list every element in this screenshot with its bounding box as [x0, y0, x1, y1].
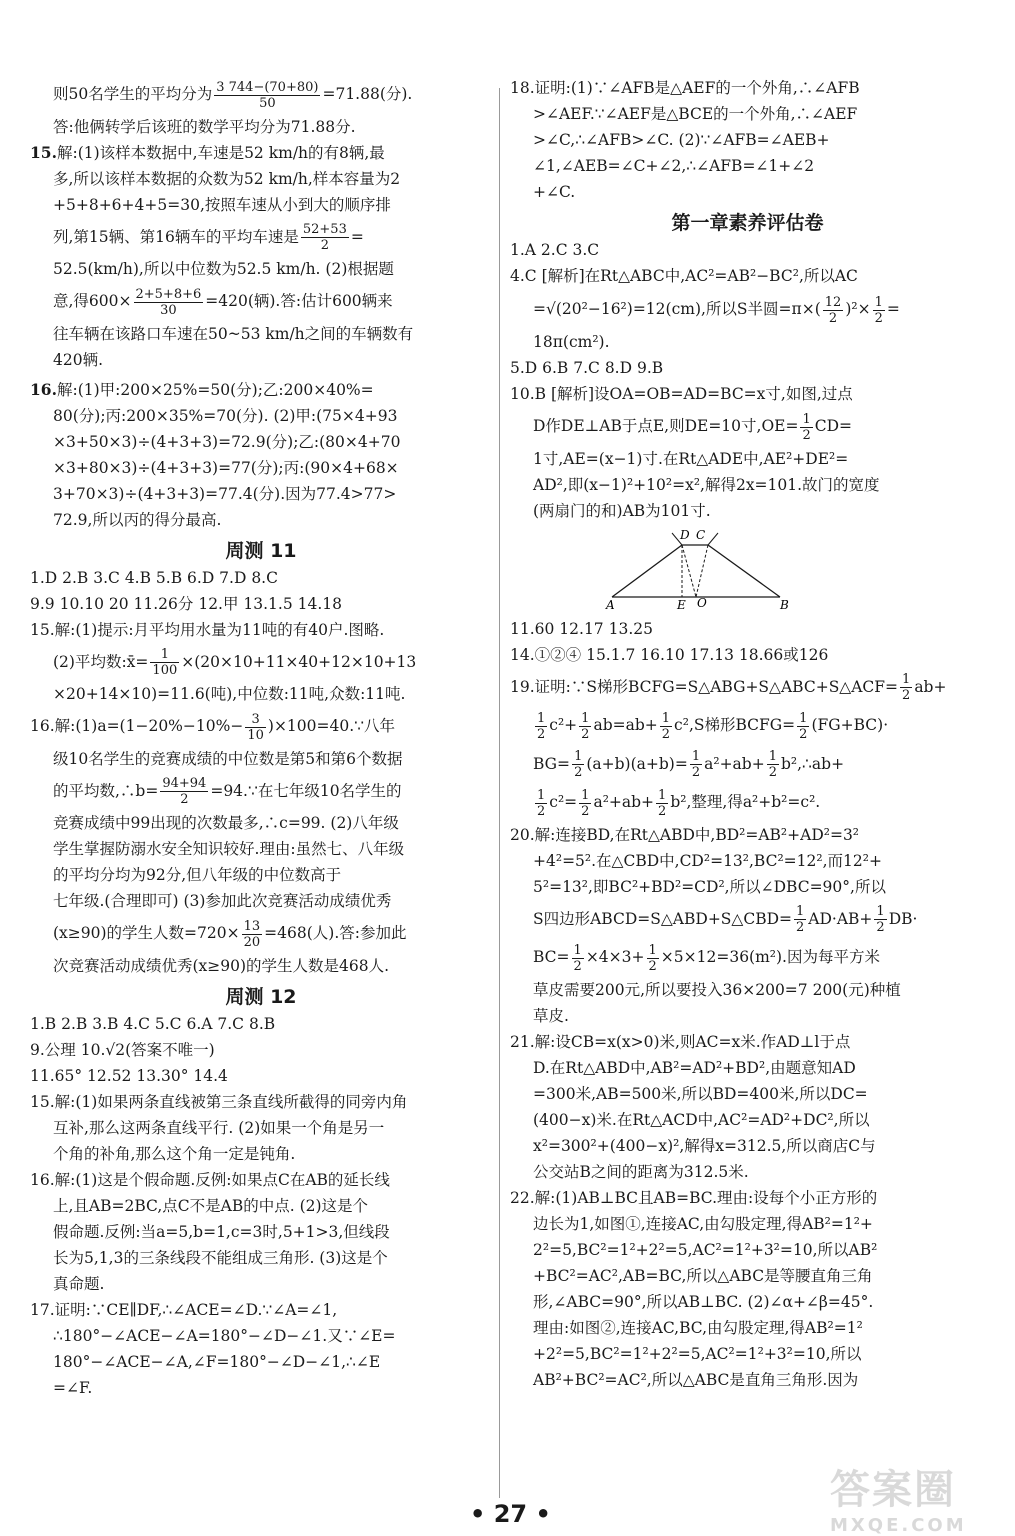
text-line: 草皮需要200元,所以要投入36×200=7 200(元)种植 — [533, 980, 901, 999]
right-column — [510, 78, 985, 1390]
frac-den: 10 — [247, 727, 264, 743]
frac-num: 2+5+8+6 — [135, 286, 202, 302]
frac-den: 2 — [581, 803, 590, 819]
q15-line — [30, 143, 492, 163]
text-span: )×100=40.∵八年 — [267, 717, 396, 735]
fraction — [874, 904, 886, 935]
frac-den: 30 — [160, 302, 177, 318]
door-diagram-figure — [606, 527, 810, 612]
fraction — [823, 295, 844, 326]
fraction — [150, 647, 179, 678]
fraction — [656, 788, 668, 819]
frac-num: 94+94 — [162, 776, 207, 791]
text-line: 理由:如图②,连接AC,BC,由勾股定理,得AB²=1² — [533, 1318, 863, 1337]
fraction — [245, 712, 266, 743]
text-line: >∠C,∴∠AFB>∠C. (2)∵∠AFB=∠AEB+ — [533, 131, 830, 149]
text-line: +∠C. — [533, 183, 576, 201]
label-d: D — [680, 527, 690, 542]
frac-den: 2 — [691, 765, 701, 780]
text-line — [30, 710, 492, 743]
text-line: 20.解:连接BD,在Rt△ABD中,BD²=AB²+AD²=3² — [510, 825, 860, 844]
text-line — [510, 410, 985, 443]
text-span: = — [886, 300, 900, 318]
text-line: 边长为1,如图①,连接AC,由勾股定理,得AB²=1²+ — [533, 1214, 873, 1233]
text-span: AD·AB+ — [808, 909, 873, 928]
text-span: ×(20×10+11×40+12×10+13 — [181, 652, 417, 671]
frac-den: 2 — [802, 427, 811, 443]
text-line: 180°−∠ACE−∠A,∠F=180°−∠D−∠1,∴∠E — [53, 1352, 381, 1371]
frac-num: 1 — [573, 942, 582, 958]
tick-c — [708, 533, 718, 545]
text-span: =94.∵在七年级10名学生的 — [210, 781, 402, 800]
text-line: ×20+14×10)=11.6(吨),中位数:11吨,众数:11吨. — [53, 685, 406, 703]
text-line: 3+70×3)÷(4+3+3)=77.4(分).因为77.4>77> — [53, 484, 397, 503]
frac-den: 2 — [180, 792, 189, 807]
fraction — [647, 943, 659, 974]
text-line: 22.解:(1)AB⊥BC且AB=BC.理由:设每个小正方形的 — [510, 1188, 878, 1207]
frac-num: 1 — [581, 787, 590, 803]
text-line: 1寸,AE=(x−1)寸.在Rt△ADE中,AE²+DE²= — [533, 449, 849, 468]
text-span: 的平均数,∴b= — [53, 781, 159, 800]
q19-line — [510, 671, 985, 704]
frac-num: 1 — [874, 294, 883, 310]
text-line: 18π(cm²). — [533, 333, 610, 351]
text-span: 则50名学生的平均分为 — [53, 85, 213, 103]
text-span: 意,得600× — [53, 292, 132, 310]
line-co — [696, 545, 708, 597]
label-o: O — [697, 595, 707, 610]
section-heading-chapter-1: 第一章素养评估卷 — [671, 212, 824, 234]
text-line: 10.B [解析]设OA=OB=AD=BC=x寸,如图,过点 — [510, 385, 853, 403]
frac-num: 1 — [537, 710, 546, 726]
text-line: 多,所以该样本数据的众数为52 km/h,样本容量为2 — [53, 169, 401, 188]
column-divider — [499, 88, 500, 1498]
text-line: 学生掌握防溺水安全知识较好.理由:虽然七、八年级 — [53, 840, 405, 858]
text-span: ×5×12=36(m²).因为每平方米 — [660, 948, 880, 966]
text-line: 长为5,1,3的三条线段不能组成三角形. (3)这是个 — [53, 1248, 388, 1267]
frac-num: 1 — [902, 672, 911, 687]
text-line — [510, 748, 985, 781]
text-line: +2²=5,BC²=1²+2²=5,AC²=1²+3²=10,所以 — [533, 1344, 862, 1363]
text-line: 16.解:(1)这是个假命题.反例:如果点C在AB的延长线 — [30, 1170, 390, 1189]
text-line: 草皮. — [533, 1006, 569, 1025]
frac-num: 1 — [574, 749, 583, 764]
text-line: 1.A 2.C 3.C — [510, 241, 600, 259]
line-do — [682, 545, 696, 597]
text-line: 80(分);丙:200×35%=70(分). (2)甲:(75×4+93 — [53, 406, 398, 425]
text-line: 52.5(km/h),所以中位数为52.5 km/h. (2)根据题 — [53, 260, 394, 278]
text-line: =300米,AB=500米,所以BD=400米,所以DC= — [533, 1084, 868, 1103]
text-line: >∠AEF.∵∠AEF是△BCE的一个外角,∴∠AEF — [533, 105, 858, 123]
frac-num: 1 — [691, 749, 701, 764]
watermark-logo — [830, 1458, 1000, 1536]
text-span: S四边形ABCD=S△ABD+S△CBD= — [533, 909, 793, 928]
watermark-url: MXQE.COM — [830, 1515, 967, 1536]
text-span: 16.解:(1)a=(1−20%−10%− — [30, 717, 244, 735]
frac-den: 2 — [320, 238, 329, 253]
frac-num: 3 744−(70+80) — [216, 79, 319, 95]
text-line: 竞赛成绩中99出现的次数最多,∴c=99. (2)八年级 — [53, 814, 399, 832]
text-line: ×3+80×3)÷(4+3+3)=77(分);丙:(90×4+68× — [53, 458, 399, 477]
text-line: 21.解:设CB=x(x>0)米,则AC=x米.作AD⊥l于点 — [510, 1032, 851, 1051]
text-line: 级10名学生的竞赛成绩的中位数是第5和第6个数据 — [53, 749, 403, 768]
text-span: c²,S梯形BCFG= — [674, 716, 796, 734]
text-line: 5²=13²,即BC²+BD²=CD²,所以∠DBC=90°,所以 — [533, 877, 886, 896]
label-a: A — [606, 597, 615, 612]
frac-num: 1 — [648, 942, 657, 958]
text-line: ∴180°−∠ACE−∠A=180°−∠D−∠1.又∵∠E= — [53, 1326, 396, 1345]
fraction — [301, 222, 349, 253]
frac-den: 2 — [902, 688, 911, 703]
fraction — [873, 295, 885, 326]
label-c: C — [696, 527, 706, 542]
text-line: 七年级.(合理即可) (3)参加此次竞赛活动成绩优秀 — [53, 892, 392, 910]
text-line: 4.C [解析]在Rt△ABC中,AC²=AB²−BC²,所以AC — [510, 267, 858, 285]
frac-den: 2 — [796, 920, 805, 935]
text-span: =71.88(分). — [322, 85, 413, 103]
text-line: 1.B 2.B 3.B 4.C 5.C 6.A 7.C 8.B — [30, 1014, 276, 1033]
frac-den: 2 — [648, 958, 657, 974]
text-span: 解:(1)甲:200×25%=50(分);乙:200×40%= — [56, 380, 374, 399]
label-e: E — [677, 597, 686, 612]
section-heading-week-11: 周测 11 — [225, 539, 297, 562]
text-span: =420(辆).答:估计600辆来 — [205, 292, 393, 310]
fraction — [767, 749, 779, 780]
text-line — [510, 786, 985, 819]
line-ad — [612, 545, 682, 597]
text-line: x²=300²+(400−x)²,解得x=312.5,所以商店C与 — [533, 1136, 876, 1155]
text-line: 上,且AB=2BC,点C不是AB的中点. (2)这是个 — [53, 1196, 369, 1215]
text-line — [510, 941, 985, 974]
frac-num: 52+53 — [302, 222, 347, 237]
frac-num: 1 — [581, 710, 590, 726]
frac-num: 1 — [876, 904, 885, 919]
text-line — [30, 78, 492, 111]
text-line: +4²=5².在△CBD中,CD²=13²,BC²=12²,而12²+ — [533, 851, 882, 870]
line-bc — [708, 545, 780, 597]
frac-num: 1 — [802, 411, 811, 427]
frac-num: 1 — [658, 787, 667, 803]
fraction — [134, 287, 204, 318]
text-line: AB²+BC²=AC²,所以△ABC是直角三角形.因为 — [533, 1370, 859, 1389]
text-span: 解:(1)该样本数据中,车速是52 km/h的有8辆,最 — [56, 143, 385, 162]
text-span: b²,整理,得a²+b²=c². — [670, 793, 821, 811]
text-line: 2²=5,BC²=1²+2²=5,AC²=1²+3²=10,所以AB² — [533, 1240, 878, 1259]
text-line — [30, 285, 492, 318]
frac-den: 2 — [537, 726, 546, 742]
fraction — [900, 672, 912, 703]
text-line: +5+8+6+4+5=30,按照车速从小到大的顺序排 — [53, 195, 391, 214]
text-line: 72.9,所以丙的得分最高. — [53, 510, 222, 529]
frac-num: 1 — [537, 787, 546, 803]
text-line: 17.证明:∵CE∥DF,∴∠ACE=∠D.∵∠A=∠1, — [30, 1300, 338, 1319]
text-line: 9.9 10.10 20 11.26分 12.甲 13.1.5 14.18 — [30, 594, 343, 613]
fraction — [214, 80, 320, 111]
frac-den: 2 — [828, 310, 838, 326]
frac-den: 2 — [661, 726, 671, 742]
text-line: 420辆. — [53, 350, 104, 369]
fraction — [572, 943, 584, 974]
frac-num: 1 — [799, 710, 808, 726]
text-line — [30, 646, 492, 679]
text-line: 14.①②④ 15.1.7 16.10 17.13 18.66或126 — [510, 645, 829, 664]
frac-den: 2 — [876, 920, 885, 935]
text-line: D.在Rt△ABD中,AB²=AD²+BD²,由题意知AD — [533, 1058, 856, 1077]
text-line — [30, 917, 492, 950]
text-line — [30, 775, 492, 808]
frac-num: 1 — [768, 749, 777, 764]
text-span: ab+ — [914, 677, 947, 696]
text-line: 9.公理 10.√2(答案不唯一) — [30, 1040, 215, 1059]
text-line — [510, 903, 985, 936]
text-span: BG= — [533, 754, 571, 773]
text-span: 列,第15辆、第16辆车的平均车速是 — [53, 227, 299, 246]
text-line: 的平均分均为92分,但八年级的中位数高于 — [53, 866, 342, 884]
text-line: 15.解:(1)提示:月平均用水量为11吨的有40户.图略. — [30, 620, 385, 639]
text-line: 往车辆在该路口车速在50~53 km/h之间的车辆数有 — [53, 324, 414, 343]
text-line: (两扇门的和)AB为101寸. — [533, 501, 711, 520]
frac-den: 2 — [658, 803, 667, 819]
text-line: 11.60 12.17 13.25 — [510, 619, 653, 638]
text-line: ×3+50×3)÷(4+3+3)=72.9(分);乙:(80×4+70 — [53, 432, 401, 451]
frac-den: 2 — [581, 726, 590, 742]
frac-num: 13 — [243, 918, 261, 934]
frac-den: 2 — [574, 765, 583, 780]
fraction — [572, 749, 584, 780]
watermark-text: 答案圈 — [830, 1467, 956, 1513]
page-number: • 27 • — [470, 1500, 551, 1528]
fraction — [660, 711, 672, 742]
text-line: 次竞赛活动成绩优秀(x≥90)的学生人数是468人. — [53, 956, 390, 975]
fraction — [797, 711, 809, 742]
text-span: (FG+BC)· — [811, 716, 889, 734]
text-span: = — [350, 227, 364, 246]
text-span: b²,∴ab+ — [780, 754, 845, 773]
fraction — [794, 904, 806, 935]
frac-den: 2 — [799, 726, 808, 742]
fraction — [579, 711, 591, 742]
text-line: =∠F. — [53, 1378, 93, 1397]
fraction — [690, 749, 702, 780]
text-line: 互补,那么这两条直线平行. (2)如果一个角是另一 — [53, 1118, 385, 1137]
question-number: 16. — [30, 379, 57, 399]
fraction — [160, 776, 208, 807]
frac-den: 2 — [768, 765, 777, 780]
text-line: 答:他俩转学后该班的数学平均分为71.88分. — [53, 117, 356, 136]
text-span: c²= — [549, 793, 578, 811]
frac-den: 2 — [874, 310, 883, 326]
text-line: AD²,即(x−1)²+10²=x²,解得2x=101.故门的宽度 — [533, 475, 880, 494]
text-span: (a+b)(a+b)= — [586, 754, 688, 773]
section-heading-week-12: 周测 12 — [225, 985, 297, 1008]
left-column — [30, 78, 492, 1398]
text-line: ∠1,∠AEB=∠C+∠2,∴∠AFB=∠1+∠2 — [533, 157, 815, 175]
frac-den: 2 — [537, 803, 546, 819]
text-line: 假命题.反例:当a=5,b=1,c=3时,5+1>3,但线段 — [53, 1222, 390, 1241]
frac-den: 20 — [243, 934, 261, 950]
text-line: 真命题. — [53, 1274, 105, 1293]
question-number: 15. — [30, 142, 57, 162]
fraction — [579, 788, 591, 819]
fraction — [242, 919, 263, 950]
text-line: 11.65° 12.52 13.30° 14.4 — [30, 1066, 228, 1085]
text-span: a²+ab+ — [593, 793, 655, 811]
text-span: D作DE⊥AB于点E,则DE=10寸,OE= — [533, 417, 799, 435]
fraction — [535, 788, 547, 819]
frac-num: 1 — [796, 904, 805, 919]
fraction — [800, 412, 812, 443]
text-line: 5.D 6.B 7.C 8.D 9.B — [510, 359, 664, 377]
text-span: =468(人).答:参加此 — [264, 924, 407, 942]
frac-num: 1 — [661, 710, 671, 726]
q16-line — [30, 380, 492, 400]
text-span: ab=ab+ — [593, 716, 658, 734]
label-b: B — [780, 597, 789, 612]
frac-den: 100 — [152, 663, 178, 678]
text-line — [30, 221, 492, 254]
text-line: 形,∠ABC=90°,所以AB⊥BC. (2)∠α+∠β=45°. — [533, 1292, 874, 1311]
text-line — [510, 292, 985, 326]
text-span: (x≥90)的学生人数=720× — [53, 924, 240, 942]
text-line — [510, 709, 985, 742]
text-span: c²+ — [549, 716, 578, 734]
frac-den: 50 — [259, 95, 276, 111]
text-span: DB· — [888, 909, 918, 928]
frac-num: 12 — [824, 294, 842, 310]
text-span: CD= — [814, 417, 853, 435]
text-span: ×4×3+ — [585, 948, 645, 966]
text-line: 15.解:(1)如果两条直线被第三条直线所截得的同旁内角 — [30, 1092, 408, 1111]
text-line: 18.证明:(1)∵∠AFB是△AEF的一个外角,∴∠AFB — [510, 79, 860, 97]
frac-den: 2 — [573, 958, 582, 974]
text-line: +BC²=AC²,AB=BC,所以△ABC是等腰直角三角 — [533, 1266, 873, 1285]
text-line: (400−x)米.在Rt△ACD中,AC²=AD²+DC²,所以 — [533, 1110, 870, 1129]
text-span: )²× — [845, 300, 871, 318]
text-span: =√(20²−16²)=12(cm),所以S半圆=π×( — [533, 300, 821, 318]
text-span: 19.证明:∵S梯形BCFG=S△ABG+S△ABC+S△ACF= — [510, 677, 899, 696]
text-line: 公交站B之间的距离为312.5米. — [533, 1162, 749, 1181]
fraction — [535, 711, 547, 742]
frac-num: 1 — [150, 647, 179, 663]
text-span: (2)平均数:x̄= — [53, 652, 149, 671]
text-line: 1.D 2.B 3.C 4.B 5.B 6.D 7.D 8.C — [30, 568, 278, 587]
text-span: BC= — [533, 948, 570, 966]
frac-num: 3 — [245, 712, 266, 728]
text-span: a²+ab+ — [704, 754, 765, 773]
text-line: 个角的补角,那么这个角一定是钝角. — [53, 1144, 296, 1163]
